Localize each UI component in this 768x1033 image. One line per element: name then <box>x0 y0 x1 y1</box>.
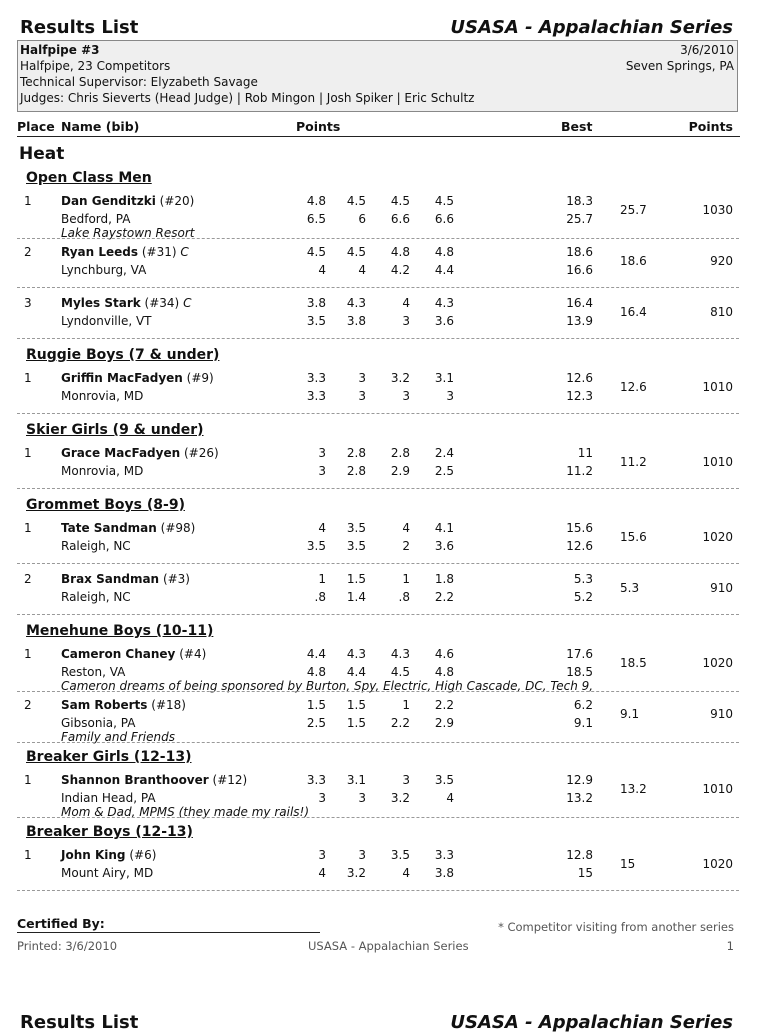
bib-number: (#98) <box>160 521 196 535</box>
best-score: 16.4 <box>620 305 647 319</box>
points-awarded: 1020 <box>702 656 733 670</box>
best-score: 15 <box>620 857 636 871</box>
points-awarded: 1020 <box>702 857 733 871</box>
bib-number: (#4) <box>179 647 207 661</box>
next-page-series: USASA - Appalachian Series <box>450 1012 733 1033</box>
competitor-name <box>61 848 156 862</box>
event-date: 3/6/2010 <box>680 43 734 57</box>
best-score: 18.5 <box>620 656 647 670</box>
competitor-flag: C <box>180 245 189 259</box>
entry-divider <box>17 238 739 239</box>
col-name-label: Name (bib) <box>61 119 140 134</box>
run1-score: 4.5 <box>346 245 366 259</box>
run2-score: 4.5 <box>390 665 410 679</box>
points-awarded: 1010 <box>702 380 733 394</box>
run2-score: 6 <box>358 212 366 226</box>
run2-total: 9.1 <box>573 716 593 730</box>
place: 1 <box>24 521 32 535</box>
heat-label: Heat <box>19 144 65 164</box>
run2-score: .8 <box>314 590 326 604</box>
run2-score: 4 <box>358 263 366 277</box>
best-score: 12.6 <box>620 380 647 394</box>
run1-score: 1.8 <box>434 572 454 586</box>
run2-score: 3 <box>358 389 366 403</box>
run2-score: 2.9 <box>390 464 410 478</box>
result-entry <box>0 773 768 821</box>
hometown: Monrovia, MD <box>61 389 144 403</box>
event-name: Halfpipe #3 <box>20 43 100 57</box>
run2-score: 6.5 <box>306 212 326 226</box>
run2-total: 11.2 <box>566 464 593 478</box>
hometown: Monrovia, MD <box>61 464 144 478</box>
bib-number: (#9) <box>186 371 214 385</box>
run2-score: 2.9 <box>434 716 454 730</box>
run2-score: 2.2 <box>434 590 454 604</box>
run1-score: 4.5 <box>434 194 454 208</box>
run2-score: 4.2 <box>390 263 410 277</box>
category-title: Ruggie Boys (7 & under) <box>26 347 220 363</box>
run2-total: 13.2 <box>566 791 593 805</box>
judges-line: Judges: Chris Sieverts (Head Judge) | Rob Mingon | Josh Spiker | Eric Schultz <box>20 91 475 105</box>
run2-total: 12.3 <box>566 389 593 403</box>
run1-score: 1 <box>318 572 326 586</box>
category-title: Skier Girls (9 & under) <box>26 422 204 438</box>
points-awarded: 810 <box>710 305 733 319</box>
run1-score: 4.3 <box>390 647 410 661</box>
points-awarded: 910 <box>710 581 733 595</box>
result-entry <box>0 698 768 746</box>
run1-score: 4.8 <box>434 245 454 259</box>
run2-score: 6.6 <box>434 212 454 226</box>
result-entry <box>0 194 768 242</box>
run1-score: 4.4 <box>306 647 326 661</box>
run2-score: 3 <box>402 314 410 328</box>
run2-score: 1.4 <box>346 590 366 604</box>
competitor-name <box>61 245 189 259</box>
col-place: Place <box>17 119 55 134</box>
run1-score: 1 <box>402 698 410 712</box>
entry-divider <box>17 691 739 692</box>
run1-score: 1 <box>402 572 410 586</box>
result-entry <box>0 446 768 494</box>
entry-divider <box>17 817 739 818</box>
best-score: 15.6 <box>620 530 647 544</box>
footer-series: USASA - Appalachian Series <box>308 939 469 953</box>
run1-score: 2.4 <box>434 446 454 460</box>
run2-total: 5.2 <box>573 590 593 604</box>
category-title: Breaker Girls (12-13) <box>26 749 192 765</box>
entry-divider <box>17 488 739 489</box>
hometown: Lyndonville, VT <box>61 314 152 328</box>
event-info-box <box>17 40 738 112</box>
hometown: Mount Airy, MD <box>61 866 154 880</box>
series-title: USASA - Appalachian Series <box>450 17 733 38</box>
run2-score: 4 <box>318 866 326 880</box>
run2-score: 4.8 <box>434 665 454 679</box>
run1-score: 3.5 <box>434 773 454 787</box>
run1-score: 4.8 <box>306 194 326 208</box>
name-text: Cameron Chaney <box>61 647 176 661</box>
place: 1 <box>24 848 32 862</box>
competitor-name <box>61 647 206 661</box>
run1-score: 3.3 <box>306 773 326 787</box>
name-text: Grace MacFadyen <box>61 446 181 460</box>
place: 2 <box>24 245 32 259</box>
run1-total: 5.3 <box>573 572 593 586</box>
bib-number: (#34) <box>144 296 180 310</box>
competitor-name <box>61 194 194 208</box>
name-text: Sam Roberts <box>61 698 148 712</box>
run1-score: 3 <box>318 848 326 862</box>
run1-score: 3.5 <box>390 848 410 862</box>
place: 3 <box>24 296 32 310</box>
name-text: Tate Sandman <box>61 521 157 535</box>
competitor-name <box>61 521 195 535</box>
run1-score: 3.3 <box>434 848 454 862</box>
place: 1 <box>24 371 32 385</box>
result-entry <box>0 572 768 620</box>
competitor-name <box>61 698 186 712</box>
hometown: Reston, VA <box>61 665 126 679</box>
run2-score: 3.2 <box>346 866 366 880</box>
run1-score: 4.5 <box>306 245 326 259</box>
run1-score: 4.6 <box>434 647 454 661</box>
event-location: Seven Springs, PA <box>625 59 734 73</box>
competitor-name <box>61 773 247 787</box>
certified-by-label: Certified By: <box>17 916 105 931</box>
run1-total: 12.9 <box>566 773 593 787</box>
results-list-title: Results List <box>20 17 139 38</box>
run1-total: 17.6 <box>566 647 593 661</box>
result-entry <box>0 647 768 695</box>
best-score: 5.3 <box>620 581 640 595</box>
run2-score: 3 <box>318 791 326 805</box>
run1-score: 4.5 <box>346 194 366 208</box>
run1-score: 4.8 <box>390 245 410 259</box>
col-name <box>61 119 139 134</box>
run2-score: 3.5 <box>346 539 366 553</box>
run2-score: 4 <box>446 791 454 805</box>
category-title: Grommet Boys (8-9) <box>26 497 185 513</box>
name-text: Griffin MacFadyen <box>61 371 183 385</box>
run1-score: 1.5 <box>346 698 366 712</box>
col-points: Points <box>296 119 341 134</box>
run1-total: 16.4 <box>566 296 593 310</box>
name-text: John King <box>61 848 126 862</box>
bib-number: (#31) <box>141 245 177 259</box>
run1-score: 3 <box>358 371 366 385</box>
run2-score: 6.6 <box>390 212 410 226</box>
competitor-name <box>61 572 190 586</box>
hometown: Lynchburg, VA <box>61 263 147 277</box>
run2-score: 2.5 <box>434 464 454 478</box>
name-text: Brax Sandman <box>61 572 160 586</box>
run2-score: 3 <box>402 389 410 403</box>
name-text: Ryan Leeds <box>61 245 138 259</box>
run1-score: 3.8 <box>306 296 326 310</box>
run2-score: 4 <box>402 866 410 880</box>
run1-total: 18.6 <box>566 245 593 259</box>
run2-score: 2.2 <box>390 716 410 730</box>
run1-total: 15.6 <box>566 521 593 535</box>
run2-score: 2 <box>402 539 410 553</box>
name-text: Shannon Branthoover <box>61 773 209 787</box>
hometown: Gibsonia, PA <box>61 716 136 730</box>
run2-score: 3.5 <box>306 539 326 553</box>
run2-score: 3 <box>318 464 326 478</box>
run2-score: 3.2 <box>390 791 410 805</box>
run2-score: 3.8 <box>434 866 454 880</box>
place: 1 <box>24 773 32 787</box>
entry-divider <box>17 287 739 288</box>
run2-score: .8 <box>398 590 410 604</box>
run2-score: 3 <box>446 389 454 403</box>
best-score: 9.1 <box>620 707 640 721</box>
competitor-name <box>61 371 214 385</box>
run2-score: 3.6 <box>434 314 454 328</box>
run1-score: 2.8 <box>390 446 410 460</box>
run2-score: 2.8 <box>346 464 366 478</box>
points-awarded: 1010 <box>702 782 733 796</box>
points-awarded: 1030 <box>702 203 733 217</box>
result-entry <box>0 371 768 419</box>
sponsor-note: Family and Friends <box>61 730 175 744</box>
entry-divider <box>17 742 739 743</box>
result-entry <box>0 848 768 896</box>
competitor-name <box>61 296 191 310</box>
run1-total: 12.6 <box>566 371 593 385</box>
bib-number: (#20) <box>159 194 195 208</box>
run2-total: 18.5 <box>566 665 593 679</box>
entry-divider <box>17 563 739 564</box>
run1-score: 2.2 <box>434 698 454 712</box>
entry-divider <box>17 890 739 891</box>
run1-score: 4 <box>318 521 326 535</box>
sponsor-note: Mom & Dad, MPMS (they made my rails!) <box>61 805 310 819</box>
name-text: Dan Genditzki <box>61 194 156 208</box>
hometown: Indian Head, PA <box>61 791 156 805</box>
best-score: 13.2 <box>620 782 647 796</box>
run2-score: 4.4 <box>434 263 454 277</box>
points-awarded: 910 <box>710 707 733 721</box>
bib-number: (#3) <box>162 572 190 586</box>
run2-total: 13.9 <box>566 314 593 328</box>
run2-score: 4 <box>318 263 326 277</box>
points-awarded: 1010 <box>702 455 733 469</box>
category-title: Breaker Boys (12-13) <box>26 824 193 840</box>
run1-score: 4.3 <box>434 296 454 310</box>
run1-score: 4.3 <box>346 647 366 661</box>
run1-score: 3.2 <box>390 371 410 385</box>
place: 2 <box>24 572 32 586</box>
place: 1 <box>24 647 32 661</box>
run1-score: 3.5 <box>346 521 366 535</box>
entry-divider <box>17 614 739 615</box>
best-score: 25.7 <box>620 203 647 217</box>
run1-score: 4.1 <box>434 521 454 535</box>
column-header-rule <box>17 136 740 137</box>
run1-score: 4.3 <box>346 296 366 310</box>
run2-score: 3.8 <box>346 314 366 328</box>
run1-score: 3.1 <box>346 773 366 787</box>
sponsor-note: Cameron dreams of being sponsored by Burton, Spy, Electric, High Cascade, DC, Tech 9, <box>61 679 594 693</box>
best-score: 18.6 <box>620 254 647 268</box>
signature-line <box>17 932 320 933</box>
run2-score: 2.5 <box>306 716 326 730</box>
run2-score: 3.3 <box>306 389 326 403</box>
run2-score: 3 <box>358 791 366 805</box>
category-title: Open Class Men <box>26 170 152 186</box>
bib-number: (#6) <box>129 848 157 862</box>
best-score: 11.2 <box>620 455 647 469</box>
event-detail: Halfpipe, 23 Competitors <box>20 59 171 73</box>
run1-score: 2.8 <box>346 446 366 460</box>
hometown: Bedford, PA <box>61 212 131 226</box>
run1-score: 4 <box>402 521 410 535</box>
competitor-name <box>61 446 219 460</box>
category-title: Menehune Boys (10-11) <box>26 623 214 639</box>
visiting-note: * Competitor visiting from another series <box>498 920 734 934</box>
result-entry <box>0 521 768 569</box>
name-text: Myles Stark <box>61 296 141 310</box>
run2-total: 16.6 <box>566 263 593 277</box>
run2-score: 1.5 <box>346 716 366 730</box>
run1-score: 3 <box>318 446 326 460</box>
sponsor-note: Lake Raystown Resort <box>61 226 195 240</box>
points-awarded: 920 <box>710 254 733 268</box>
run2-score: 3.5 <box>306 314 326 328</box>
run1-score: 1.5 <box>346 572 366 586</box>
bib-number: (#18) <box>151 698 186 712</box>
printed-date: Printed: 3/6/2010 <box>17 939 118 953</box>
result-entry <box>0 296 768 344</box>
entry-divider <box>17 413 739 414</box>
run2-score: 4.8 <box>306 665 326 679</box>
run1-score: 4.5 <box>390 194 410 208</box>
run1-score: 4 <box>402 296 410 310</box>
place: 1 <box>24 194 32 208</box>
place: 1 <box>24 446 32 460</box>
col-points-total: Points <box>688 119 733 134</box>
competitor-flag: C <box>183 296 192 310</box>
place: 2 <box>24 698 32 712</box>
run2-score: 3.6 <box>434 539 454 553</box>
entry-divider <box>17 338 739 339</box>
run1-score: 3 <box>402 773 410 787</box>
technical-supervisor: Technical Supervisor: Elyzabeth Savage <box>20 75 258 89</box>
result-entry <box>0 245 768 293</box>
run1-total: 11 <box>577 446 593 460</box>
run1-score: 3.3 <box>306 371 326 385</box>
run2-total: 25.7 <box>566 212 593 226</box>
next-page-title: Results List <box>20 1012 139 1033</box>
hometown: Raleigh, NC <box>61 539 131 553</box>
run2-score: 4.4 <box>346 665 366 679</box>
run2-total: 12.6 <box>566 539 593 553</box>
bib-number: (#12) <box>212 773 248 787</box>
run1-score: 3 <box>358 848 366 862</box>
run2-total: 15 <box>577 866 593 880</box>
run1-total: 12.8 <box>566 848 593 862</box>
page-number: 1 <box>726 939 734 953</box>
run1-total: 18.3 <box>566 194 593 208</box>
run1-score: 3.1 <box>434 371 454 385</box>
points-awarded: 1020 <box>702 530 733 544</box>
bib-number: (#26) <box>183 446 219 460</box>
hometown: Raleigh, NC <box>61 590 131 604</box>
run1-score: 1.5 <box>306 698 326 712</box>
col-best: Best <box>561 119 593 134</box>
run1-total: 6.2 <box>573 698 593 712</box>
